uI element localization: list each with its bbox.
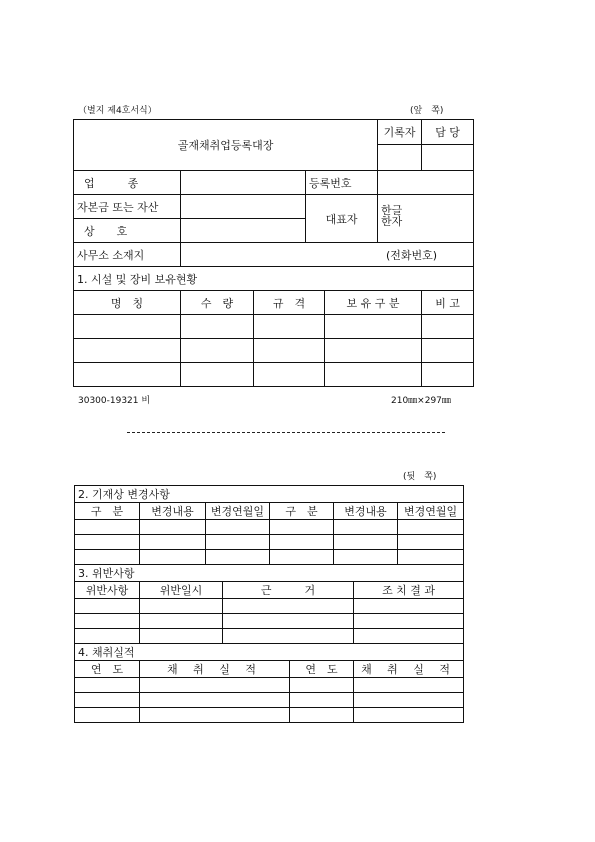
- s4-header-output-1: 채 취 실 적: [140, 661, 290, 678]
- representative-name-field[interactable]: [378, 195, 474, 243]
- table-row: [75, 614, 464, 629]
- table-cell[interactable]: [398, 520, 464, 535]
- table-cell[interactable]: [254, 315, 325, 339]
- table-row: [75, 678, 464, 693]
- capital-label: 자본금 또는 자산: [74, 195, 181, 219]
- table-cell[interactable]: [206, 550, 270, 565]
- table-cell[interactable]: [75, 629, 140, 644]
- table-cell[interactable]: [354, 693, 464, 708]
- table-cell[interactable]: [75, 678, 140, 693]
- table-cell[interactable]: [74, 339, 181, 363]
- table-row: [74, 315, 474, 339]
- column-header-ownership: 보 유 구 분: [325, 291, 422, 315]
- table-row: [75, 708, 464, 723]
- hanja-name-label: 한자: [381, 215, 403, 228]
- manager-signature-field[interactable]: [422, 145, 474, 171]
- table-cell[interactable]: [290, 708, 354, 723]
- section3-title: 3. 위반사항: [75, 565, 464, 582]
- table-cell[interactable]: [325, 315, 422, 339]
- column-header-remarks: 비 고: [422, 291, 474, 315]
- s3-header-action: 조 치 결 과: [354, 582, 464, 599]
- table-cell[interactable]: [75, 599, 140, 614]
- table-cell[interactable]: [354, 678, 464, 693]
- table-cell[interactable]: [74, 363, 181, 387]
- table-cell[interactable]: [223, 629, 354, 644]
- table-cell[interactable]: [270, 520, 334, 535]
- s3-header-datetime: 위반일시: [140, 582, 223, 599]
- registration-number-label: 등록번호: [306, 171, 378, 195]
- s2-header-category-2: 구 분: [270, 503, 334, 520]
- table-cell[interactable]: [354, 708, 464, 723]
- table-cell[interactable]: [181, 315, 254, 339]
- table-cell[interactable]: [334, 535, 398, 550]
- form-number: （별지 제4호서식）: [78, 106, 157, 116]
- table-cell[interactable]: [140, 535, 206, 550]
- table-cell[interactable]: [290, 693, 354, 708]
- table-cell[interactable]: [223, 614, 354, 629]
- table-cell[interactable]: [206, 520, 270, 535]
- s2-header-content-1: 변경내용: [140, 503, 206, 520]
- representative-label: 대표자: [306, 195, 378, 243]
- s2-header-content-2: 변경내용: [334, 503, 398, 520]
- table-cell[interactable]: [270, 550, 334, 565]
- column-header-spec: 규 격: [254, 291, 325, 315]
- table-row: [75, 520, 464, 535]
- table-cell[interactable]: [334, 520, 398, 535]
- front-side-label: (앞 쪽): [410, 106, 444, 116]
- back-side-label: (뒷 쪽): [403, 472, 437, 482]
- table-cell[interactable]: [75, 614, 140, 629]
- table-cell[interactable]: [140, 550, 206, 565]
- table-cell[interactable]: [334, 550, 398, 565]
- section1-title: 1. 시설 및 장비 보유현황: [74, 267, 474, 291]
- trade-name-label: 상 호: [74, 219, 181, 243]
- table-row: [75, 629, 464, 644]
- table-cell[interactable]: [140, 599, 223, 614]
- table-cell[interactable]: [223, 599, 354, 614]
- table-cell[interactable]: [254, 363, 325, 387]
- section2-title: 2. 기재상 변경사항: [75, 486, 464, 503]
- s4-header-year-1: 연 도: [75, 661, 140, 678]
- s3-header-basis: 근 거: [223, 582, 354, 599]
- table-cell[interactable]: [140, 629, 223, 644]
- table-cell[interactable]: [140, 678, 290, 693]
- table-cell[interactable]: [290, 678, 354, 693]
- table-cell[interactable]: [181, 363, 254, 387]
- table-cell[interactable]: [325, 339, 422, 363]
- table-cell[interactable]: [354, 629, 464, 644]
- korean-name-label: 한글: [381, 204, 403, 217]
- table-row: [74, 339, 474, 363]
- s2-header-date-1: 변경연월일: [206, 503, 270, 520]
- table-cell[interactable]: [75, 550, 140, 565]
- table-cell[interactable]: [140, 708, 290, 723]
- registration-ledger-form: [73, 119, 474, 387]
- table-cell[interactable]: [422, 339, 474, 363]
- table-cell[interactable]: [398, 535, 464, 550]
- table-cell[interactable]: [140, 520, 206, 535]
- trade-name-field[interactable]: [181, 219, 306, 243]
- phone-label: (전화번호): [385, 248, 438, 262]
- table-cell[interactable]: [354, 614, 464, 629]
- table-cell[interactable]: [74, 315, 181, 339]
- table-cell[interactable]: [75, 520, 140, 535]
- capital-field[interactable]: [181, 195, 306, 219]
- table-row: [75, 550, 464, 565]
- table-cell[interactable]: [75, 693, 140, 708]
- business-type-label: 업 종: [74, 171, 181, 195]
- column-header-name: 명 칭: [74, 291, 181, 315]
- s4-header-output-2: 채 취 실 적: [354, 661, 464, 678]
- table-row: [75, 693, 464, 708]
- table-row: [75, 599, 464, 614]
- s2-header-category-1: 구 분: [75, 503, 140, 520]
- form-title: 골재채취업등록대장: [74, 120, 378, 171]
- manager-label: 담 당: [422, 120, 474, 145]
- table-row: [75, 535, 464, 550]
- table-cell[interactable]: [254, 339, 325, 363]
- footer-code: 30300-19321 비: [78, 396, 151, 406]
- recorder-signature-field[interactable]: [378, 145, 422, 171]
- table-cell[interactable]: [75, 708, 140, 723]
- table-cell[interactable]: [206, 535, 270, 550]
- table-cell[interactable]: [75, 535, 140, 550]
- business-type-field[interactable]: [181, 171, 306, 195]
- paper-size: 210㎜×297㎜: [391, 396, 451, 406]
- table-row: [74, 363, 474, 387]
- s3-header-violation: 위반사항: [75, 582, 140, 599]
- table-cell[interactable]: [325, 363, 422, 387]
- table-cell[interactable]: [270, 535, 334, 550]
- cut-line: [127, 432, 445, 433]
- table-cell[interactable]: [422, 363, 474, 387]
- office-location-field[interactable]: [181, 243, 474, 267]
- table-cell[interactable]: [140, 614, 223, 629]
- table-cell[interactable]: [422, 315, 474, 339]
- registration-number-field[interactable]: [378, 171, 474, 195]
- column-header-quantity: 수 량: [181, 291, 254, 315]
- office-location-label: 사무소 소재지: [74, 243, 181, 267]
- recorder-label: 기록자: [378, 120, 422, 145]
- back-form: [74, 485, 464, 723]
- section4-title: 4. 채취실적: [75, 644, 464, 661]
- s2-header-date-2: 변경연월일: [398, 503, 464, 520]
- table-cell[interactable]: [181, 339, 254, 363]
- s4-header-year-2: 연 도: [290, 661, 354, 678]
- table-cell[interactable]: [140, 693, 290, 708]
- table-cell[interactable]: [354, 599, 464, 614]
- table-cell[interactable]: [398, 550, 464, 565]
